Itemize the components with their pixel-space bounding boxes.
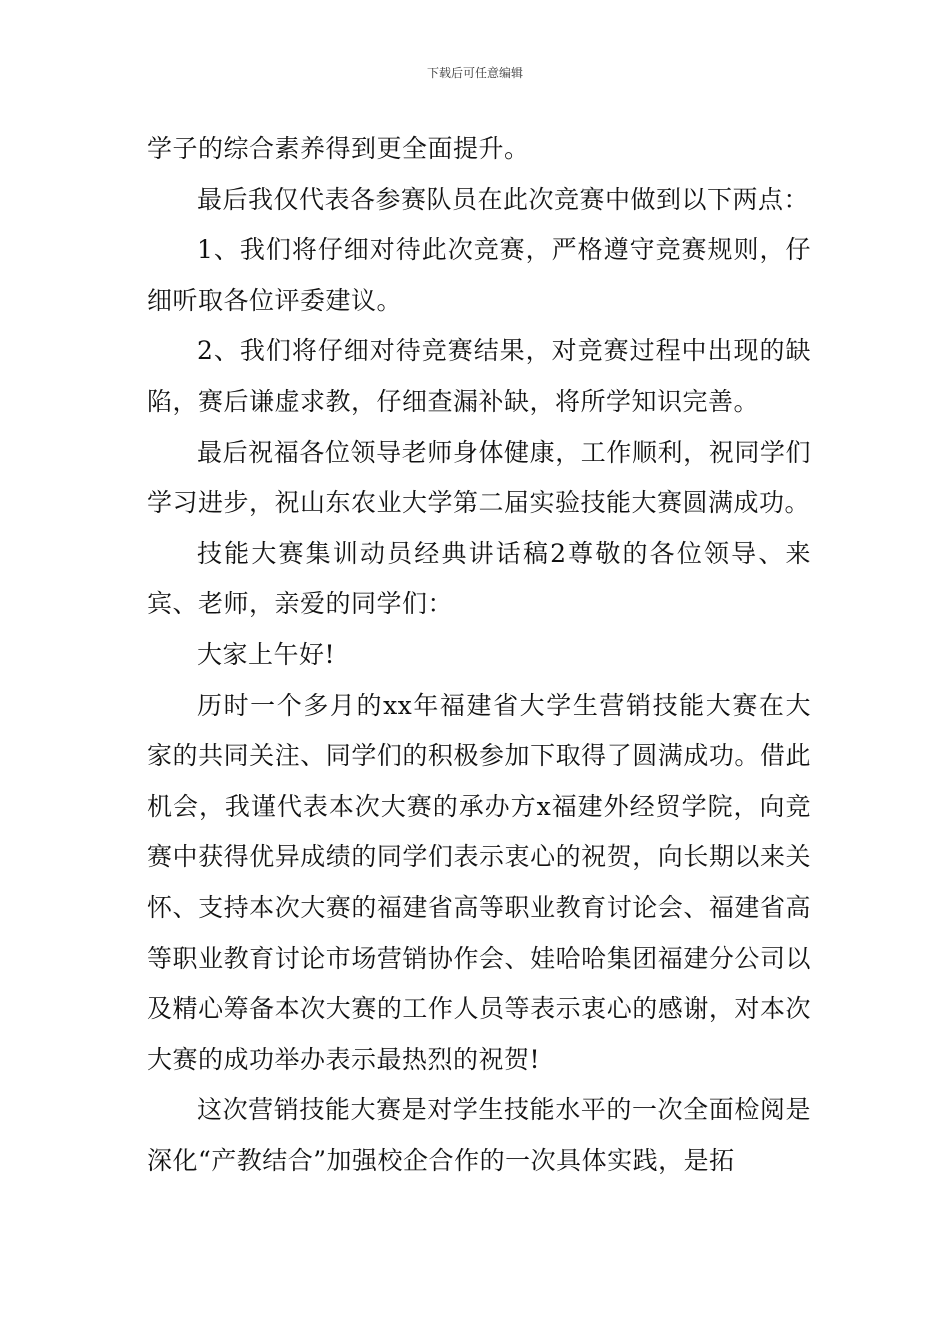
paragraph-contest-significance: 这次营销技能大赛是对学生技能水平的一次全面检阅是深化“产教结合”加强校企合作的一次具体实践，是拓 — [147, 1095, 811, 1175]
paragraph-point-2: 2、我们将仔细对待竞赛结果，对竞赛过程中出现的缺陷，赛后谦虚求教，仔细查漏补缺，将所学知识完善。 — [147, 336, 811, 416]
paragraph-continuation: 学子的综合素养得到更全面提升。 — [147, 134, 530, 163]
paragraph-two-points-intro: 最后我仅代表各参赛队员在此次竞赛中做到以下两点： — [197, 184, 810, 214]
paragraph-point-1: 1、我们将仔细对待此次竞赛，严格遵守竞赛规则，仔细听取各位评委建议。 — [147, 235, 811, 315]
paragraph-speech-2-title: 技能大赛集训动员经典讲话稿2尊敬的各位领导、来宾、老师，亲爱的同学们： — [147, 538, 811, 619]
page-header-note: 下载后可任意编辑 — [426, 66, 523, 80]
paragraph-contest-summary: 历时一个多月的xx年福建省大学生营销技能大赛在大家的共同关注、同学们的积极参加下取得了圆满成功。借此机会，我谨代表本次大赛的承办方x福建外经贸学院，向竞赛中获得优异成绩的同学们表示衷心的祝贺，向长期以来关怀、支持本次大赛的福建省高等职业教育讨论会、福建省高等职业教育讨论市场营销协作会、娃哈哈集团福建分公司以及精心筹备本次大赛的工作人员等表示衷心的感谢，对本次大赛的成功举办表示最热烈的祝贺! — [147, 690, 811, 1074]
document-body — [147, 124, 811, 1186]
paragraph-greeting: 大家上午好! — [197, 639, 336, 669]
paragraph-closing-wishes: 最后祝福各位领导老师身体健康，工作顺利，祝同学们学习进步，祝山东农业大学第二届实验技能大赛圆满成功。 — [147, 437, 811, 518]
